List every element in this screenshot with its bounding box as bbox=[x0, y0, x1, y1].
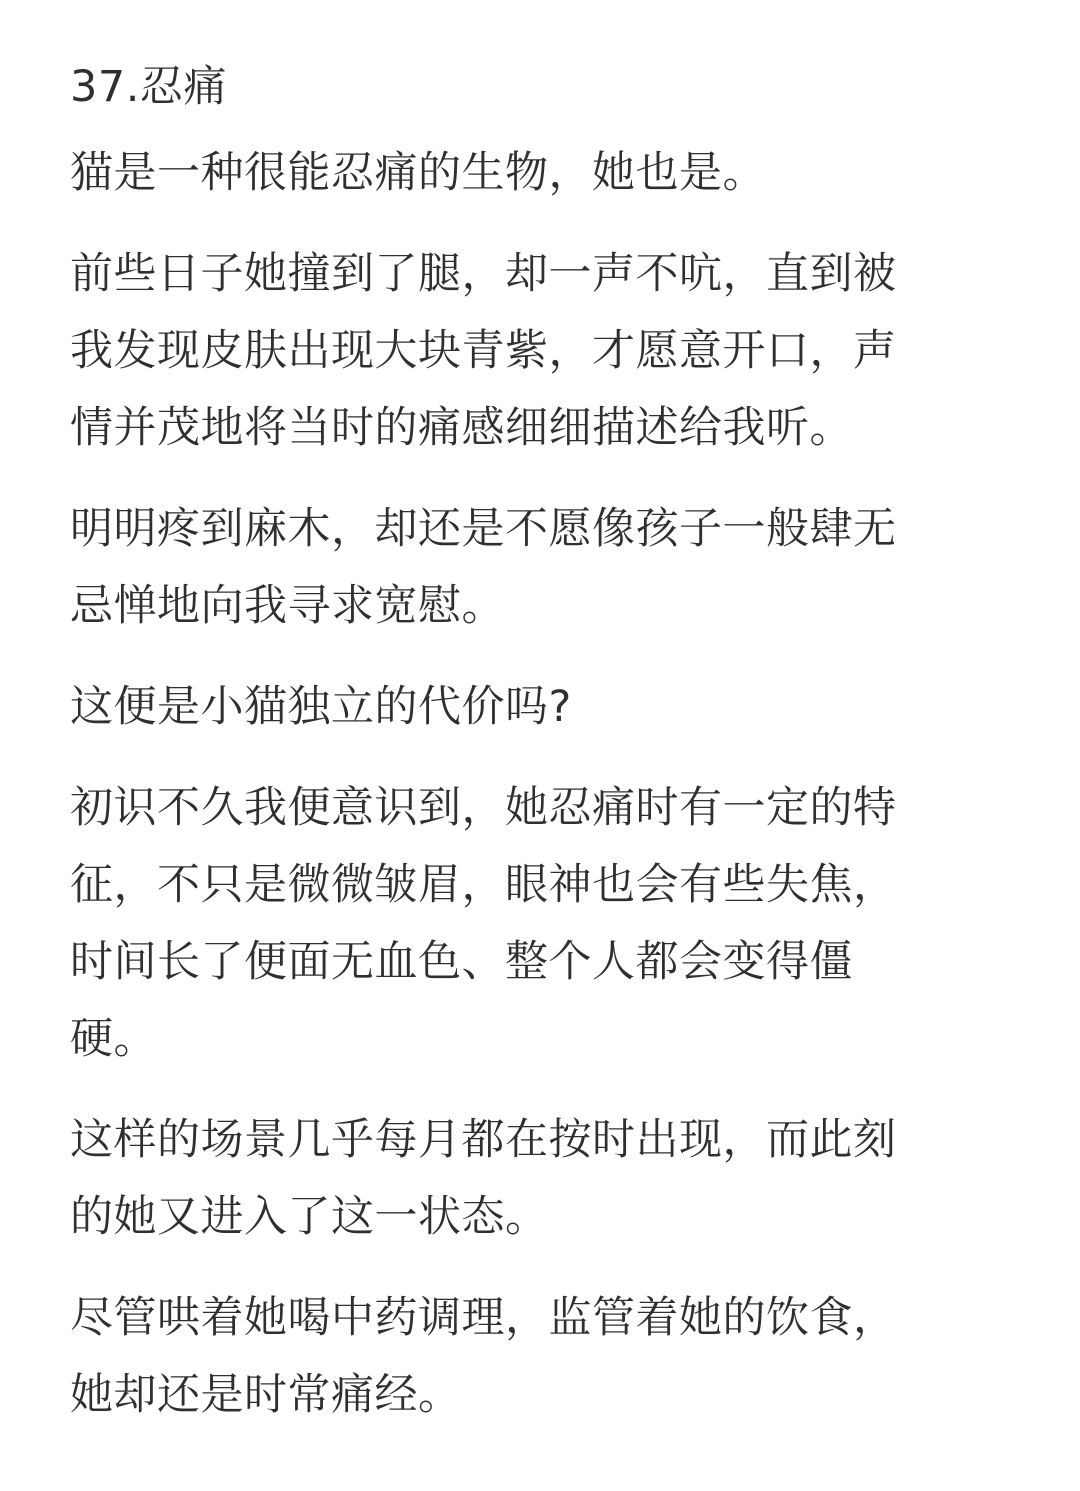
paragraph-line: 明明疼到麻木，却还是不愿像孩子一般肆无 bbox=[70, 504, 897, 554]
paragraph bbox=[70, 770, 1020, 1078]
paragraph bbox=[70, 1102, 1020, 1256]
paragraph-line: 硬。 bbox=[70, 1014, 157, 1064]
paragraph-line: 我发现皮肤出现大块青紫，才愿意开口，声 bbox=[70, 326, 897, 376]
paragraph-line: 忌惮地向我寻求宽慰。 bbox=[70, 581, 505, 631]
paragraph-line: 前些日子她撞到了腿，却一声不吭，直到被 bbox=[70, 249, 897, 299]
article-body bbox=[70, 56, 1020, 1458]
paragraph bbox=[70, 491, 1020, 645]
paragraph-line: 征，不只是微微皱眉，眼神也会有些失焦， bbox=[70, 860, 897, 910]
paragraph-line: 初识不久我便意识到，她忍痛时有一定的特 bbox=[70, 783, 897, 833]
paragraph bbox=[70, 135, 1020, 212]
paragraph bbox=[70, 1280, 1020, 1434]
paragraph-line: 她却还是时常痛经。 bbox=[70, 1370, 462, 1420]
paragraph-line: 情并茂地将当时的痛感细细描述给我听。 bbox=[70, 403, 853, 453]
paragraph bbox=[70, 669, 1020, 746]
paragraph-line: 猫是一种很能忍痛的生物，她也是。 bbox=[70, 148, 766, 198]
paragraph-line: 尽管哄着她喝中药调理，监管着她的饮食， bbox=[70, 1293, 897, 1343]
paragraph-line: 时间长了便面无血色、整个人都会变得僵 bbox=[70, 937, 853, 987]
article-title: 37.忍痛 bbox=[70, 62, 227, 112]
paragraph-line: 这样的场景几乎每月都在按时出现，而此刻 bbox=[70, 1115, 897, 1165]
paragraph-line: 这便是小猫独立的代价吗? bbox=[70, 682, 572, 732]
paragraph-line: 的她又进入了这一状态。 bbox=[70, 1192, 549, 1242]
paragraph bbox=[70, 236, 1020, 467]
